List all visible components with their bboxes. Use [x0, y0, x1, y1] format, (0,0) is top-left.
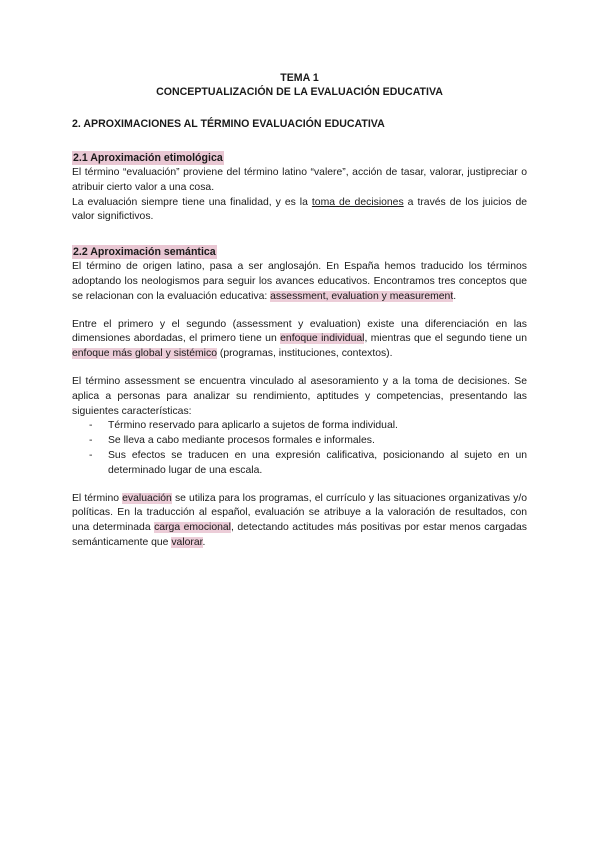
list-item: - Sus efectos se traducen en una expresión calificativa, posicionando al sujeto en un determinado lugar de una escala.: [108, 449, 527, 479]
document-content: [72, 71, 527, 551]
highlighted-term: assessment, evaluation y measurement: [270, 290, 454, 302]
text-run: , mientras que el segundo tiene un: [364, 333, 527, 345]
subsection-etymological: [72, 148, 527, 225]
subsection-heading: 2.2 Aproximación semántica: [73, 246, 216, 259]
text-run: .: [202, 536, 206, 548]
topic-number: TEMA 1: [280, 72, 319, 84]
text-run: .: [453, 290, 457, 302]
characteristics-list: [72, 419, 527, 478]
highlighted-term: enfoque más global y sistémico: [72, 348, 217, 360]
paragraph: El término assessment se encuentra vinculado al asesoramiento y a la toma de decisiones. Se aplica a personas para analizar su rendimiento, aptitudes y competencias, presentando las siguientes características:: [72, 375, 527, 417]
text-run: a través de los juicios de valor significtivos.: [72, 196, 528, 223]
text-run: La evaluación siempre tiene una finalidad, y es la: [72, 196, 312, 208]
text-run: (programas, instituciones, contextos).: [216, 348, 393, 360]
list-item: - Se lleva a cabo mediante procesos formales e informales.: [108, 434, 527, 449]
subsection-semantic: [72, 242, 527, 551]
underlined-term: toma de decisiones: [311, 196, 404, 208]
paragraph: [72, 260, 527, 304]
list-item: - Término reservado para aplicarlo a sujetos de forma individual.: [108, 419, 527, 434]
paragraph: [72, 318, 527, 362]
text-run: El término de origen latino, pasa a ser anglosajón. En España hemos traducido los términos adoptando los neologismos para seguir los avances educativos. Encontramos tres conceptos que se relacionan con la evaluación educativa:: [72, 261, 527, 302]
paragraph: [72, 492, 527, 551]
text-run: , detectando actitudes más positivas por estar menos cargadas semánticamente que: [72, 522, 527, 548]
highlighted-term: carga emocional: [154, 522, 231, 534]
highlighted-term: evaluación: [122, 492, 172, 504]
subsection-heading: 2.1 Aproximación etimológica: [73, 152, 223, 164]
section-heading: 2. APROXIMACIONES AL TÉRMINO EVALUACIÓN EDUCATIVA: [72, 118, 385, 130]
text-run: se utiliza para los programas, el currículo y las situaciones organizativas y/o políticas. En la traducción al español, evaluación se atribuye a la valoración de resultados, con una determinada: [72, 492, 527, 534]
paragraph: El término “evaluación” proviene del término latino “valere”, acción de tasar, valorar, justipreciar o atribuir cierto valor a una cosa.: [72, 167, 527, 193]
document-title: CONCEPTUALIZACIÓN DE LA EVALUACIÓN EDUCATIVA: [156, 86, 443, 98]
text-run: Entre el primero y el segundo (assessment y evaluation) existe una diferenciación en las dimensiones abordadas, el primero tiene un: [72, 318, 527, 345]
highlighted-term: valorar: [171, 536, 203, 548]
paragraph: [72, 196, 527, 226]
highlighted-term: enfoque individual: [280, 333, 365, 345]
text-run: El término: [72, 492, 123, 504]
